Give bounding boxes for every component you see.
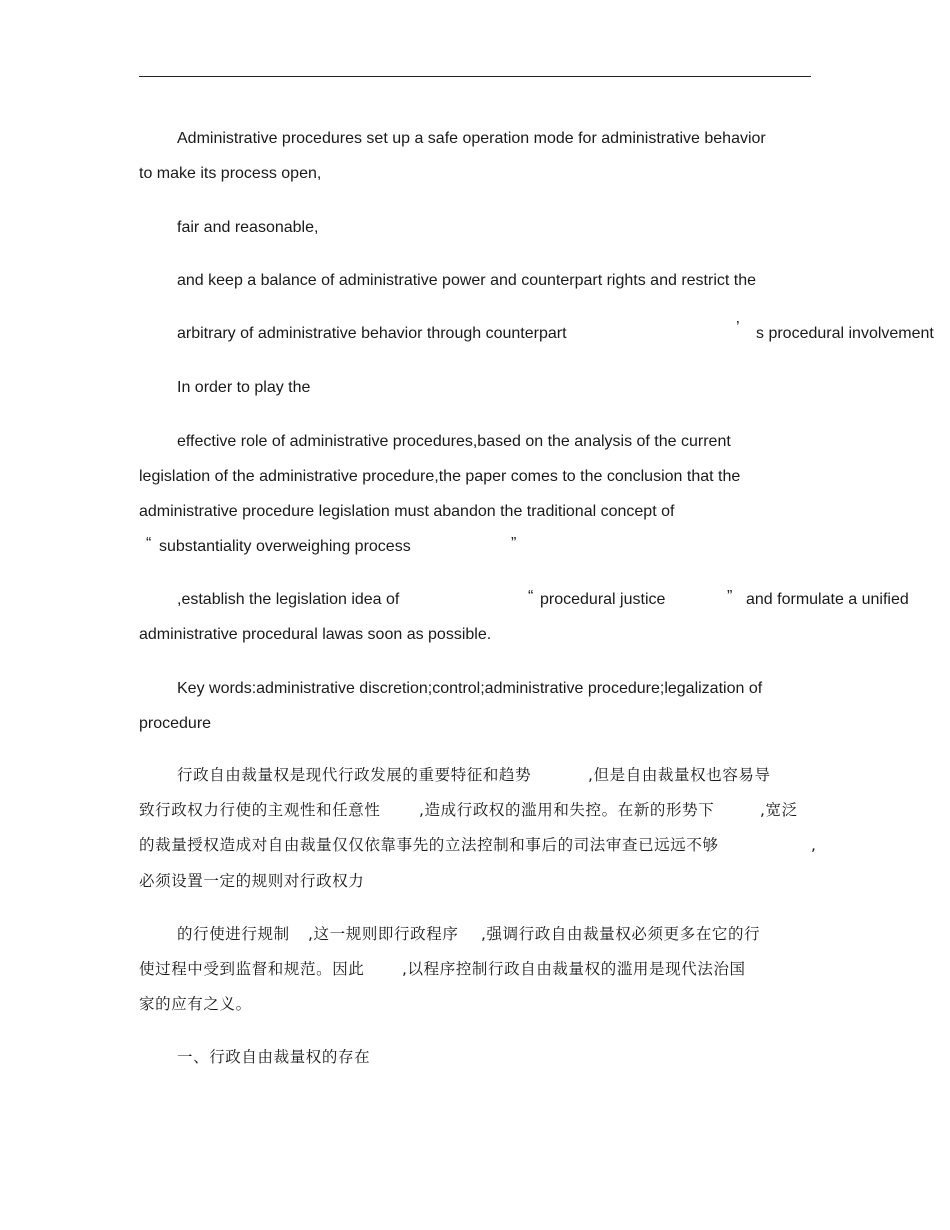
text-segment: 的行使进行规制 [177, 925, 290, 943]
text-segment: 使过程中受到监督和规范。因此 [139, 960, 365, 978]
keywords-line: procedure [139, 715, 212, 732]
text-segment: ,这一规则即行政程序 [308, 925, 459, 943]
text-segment: ,establish the legislation idea of [177, 591, 400, 608]
text-segment: ,宽泛 [760, 801, 798, 819]
abstract-line: fair and reasonable, [177, 219, 319, 236]
quote-mark: ” [727, 588, 733, 605]
quote-mark: ” [511, 535, 517, 552]
abstract-line: administrative procedure legislation must abandon the traditional concept of [139, 503, 675, 520]
text-segment: substantiality overweighing process [159, 538, 411, 555]
header-rule [139, 76, 811, 77]
text-segment: procedural justice [540, 591, 666, 608]
text-segment: and formulate a unified [746, 591, 909, 608]
abstract-line: In order to play the [177, 379, 311, 396]
text-segment: s procedural involvement [756, 325, 934, 342]
abstract-line: effective role of administrative procedures,based on the analysis of the current [177, 433, 731, 450]
abstract-line: and keep a balance of administrative power and counterpart rights and restrict the [177, 272, 756, 289]
quote-mark: ’ [736, 319, 740, 336]
body-line: 必须设置一定的规则对行政权力 [139, 872, 365, 890]
abstract-line: Administrative procedures set up a safe operation mode for administrative behavior [177, 130, 766, 147]
quote-mark: “ [528, 588, 534, 605]
body-line [0, 924, 950, 946]
text-segment: ,但是自由裁量权也容易导 [588, 766, 771, 784]
body-line [0, 835, 950, 857]
text-segment: 致行政权力行使的主观性和任意性 [139, 801, 381, 819]
abstract-line: administrative procedural lawas soon as possible. [139, 626, 492, 643]
text-segment: 的裁量授权造成对自由裁量仅仅依靠事先的立法控制和事后的司法审查已远远不够 [139, 836, 719, 854]
abstract-line: legislation of the administrative procedure,the paper comes to the conclusion that the [139, 468, 741, 485]
body-line: 家的应有之义。 [139, 995, 252, 1013]
abstract-line [0, 590, 950, 612]
body-line [0, 765, 950, 787]
text-segment: arbitrary of administrative behavior through counterpart [177, 325, 567, 342]
text-segment: ,造成行政权的滥用和失控。在新的形势下 [419, 801, 715, 819]
quote-mark: “ [146, 535, 152, 552]
text-segment: ,强调行政自由裁量权必须更多在它的行 [481, 925, 761, 943]
text-segment: , [811, 836, 817, 854]
body-line [0, 959, 950, 981]
section-heading: 一、行政自由裁量权的存在 [177, 1048, 371, 1066]
abstract-line [0, 319, 950, 346]
abstract-line [0, 537, 950, 559]
text-segment: ,以程序控制行政自由裁量权的滥用是现代法治国 [402, 960, 746, 978]
abstract-line: to make its process open, [139, 165, 322, 182]
keywords-line: Key words:administrative discretion;control;administrative procedure;legalization of [177, 680, 763, 697]
text-segment: 行政自由裁量权是现代行政发展的重要特征和趋势 [177, 766, 532, 784]
body-line [0, 800, 950, 822]
